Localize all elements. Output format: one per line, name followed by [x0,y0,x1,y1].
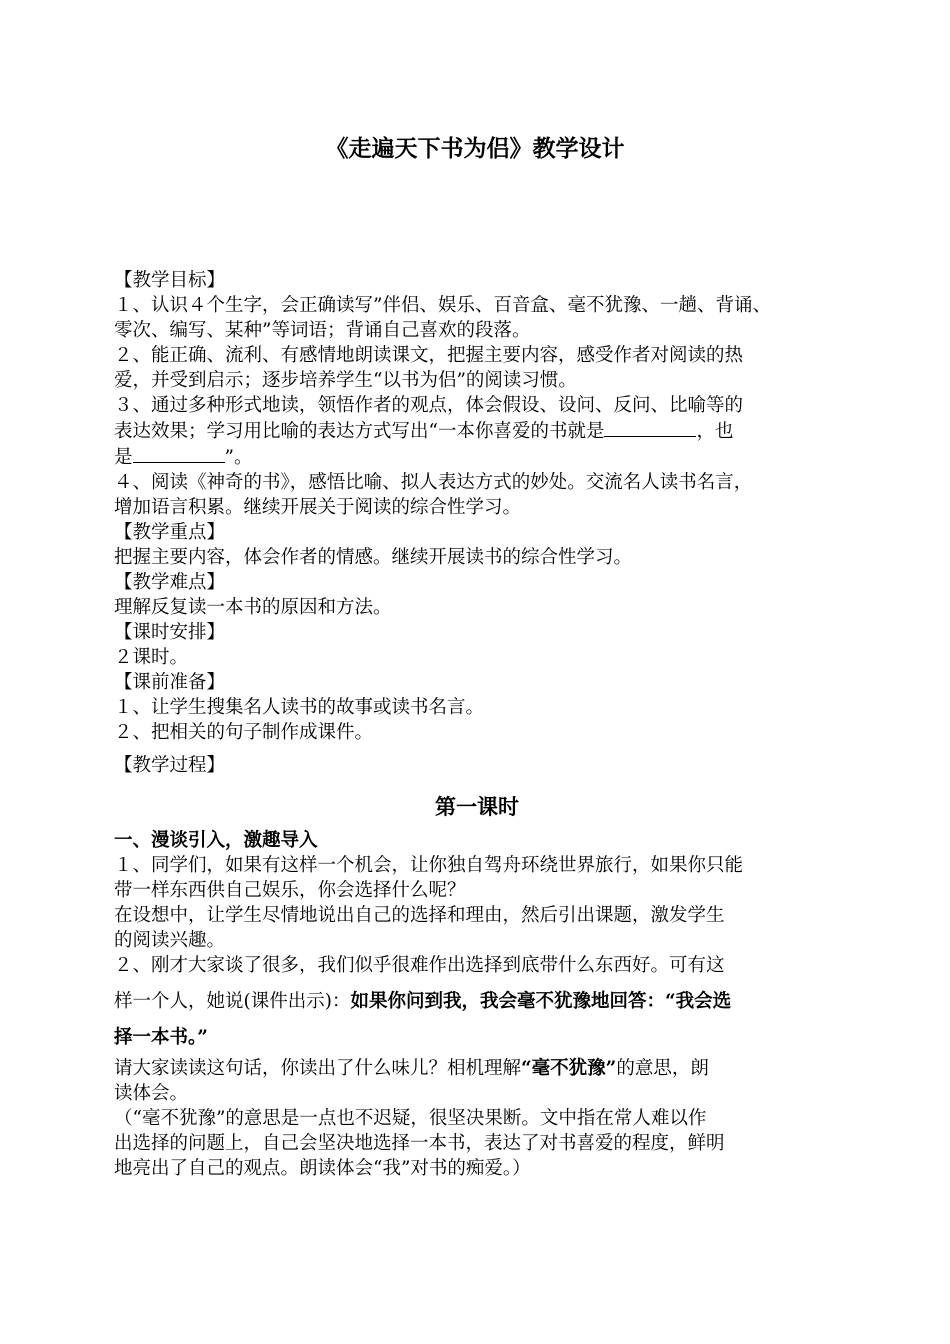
objectives-line: 爱，并受到启示；逐步培养学生“以书为侣”的阅读习惯。 [114,370,577,391]
objectives-line: ２、能正确、流利、有感情地朗读课文，把握主要内容，感受作者对阅读的热 [114,345,744,366]
lesson-paragraph-line: （“毫不犹豫”的意思是一点也不迟疑，很坚决果断。文中指在常人难以作 [114,1108,707,1129]
objectives-line6-prefix: 表达效果；学习用比喻的表达方式写出“一本你喜爱的书就是 [114,421,605,442]
objectives-line: １、认识４个生字，会正确读写”伴侣、娱乐、百音盒、毫不犹豫、一趟、背诵、 [114,295,771,316]
quote-intro: 样一个人，她说(课件出示)： [114,991,351,1012]
process-heading: 【教学过程】 [114,755,226,776]
preparation-item: ２、把相关的句子制作成课件。 [114,722,374,743]
objectives-line7-suffix: ”。 [224,447,253,468]
quote-bold-end: 择一本书。” [114,1027,208,1048]
lesson-paragraph-line [114,984,840,1020]
lesson-paragraph-line [114,1056,840,1081]
reading-prompt: 请大家读读这句话，你读出了什么味儿？相机理解 [114,1058,522,1079]
key-points-heading: 【教学重点】 [114,522,226,543]
objectives-line: ３、通过多种形式地读，领悟作者的观点，体会假设、设问、反问、比喻等的 [114,395,744,416]
lesson-paragraph-line: 在设想中，让学生尽情地说出自己的选择和理由，然后引出课题，激发学生 [114,905,725,926]
objectives-line: 零次、编写、某种”等词语；背诵自己喜欢的段落。 [114,320,531,341]
difficulties-heading: 【教学难点】 [114,572,226,593]
objectives-line6-suffix: ，也 [696,421,734,442]
lesson-paragraph-line: 读体会。 [114,1083,189,1104]
preparation-heading: 【课前准备】 [114,672,226,693]
lesson-paragraph-line: 的阅读兴趣。 [114,930,226,951]
lesson-paragraph-line: １、同学们，如果有这样一个机会，让你独自驾舟环绕世界旅行，如果你只能 [114,855,744,876]
document-body [114,268,840,1181]
objectives-line-blank [114,444,840,470]
reading-prompt-tail: 的意思，朗 [616,1058,709,1079]
lesson-paragraph-line: 带一样东西供自己娱乐，你会选择什么呢？ [114,880,466,901]
objectives-line: 增加语言积累。继续开展关于阅读的综合性学习。 [114,497,522,518]
key-phrase: “毫不犹豫” [521,1058,617,1079]
preparation-item: １、让学生搜集名人读书的故事或读书名言。 [114,697,485,718]
schedule-text: ２课时。 [114,647,189,668]
lesson-one-title: 第一课时 [435,794,519,819]
section-one-heading: 一、漫谈引入，激趣导入 [114,830,318,851]
objectives-line7-prefix: 是 [114,447,133,468]
key-points-text: 把握主要内容，体会作者的情感。继续开展读书的综合性学习。 [114,547,633,568]
lesson-paragraph-line: 地亮出了自己的观点。朗读体会“我”对书的痴爱。） [114,1158,531,1179]
lesson-paragraph-line: ２、刚才大家谈了很多，我们似乎很难作出选择到底带什么东西好。可有这 [114,955,725,976]
document-title: 《走遍天下书为侣》教学设计 [325,135,625,162]
lesson-paragraph-line: 出选择的问题上，自己会坚决地选择一本书，表达了对书喜爱的程度，鲜明 [114,1133,725,1154]
fill-blank [133,444,225,463]
objectives-line-blank [114,418,840,444]
quote-bold: 如果你问到我，我会毫不犹豫地回答：“我会选 [350,991,732,1012]
fill-blank [604,418,696,437]
schedule-heading: 【课时安排】 [114,622,226,643]
difficulties-text: 理解反复读一本书的原因和方法。 [114,597,392,618]
spacer [114,745,840,753]
objectives-heading: 【教学目标】 [114,270,226,291]
objectives-line: ４、阅读《神奇的书》，感悟比喻、拟人表达方式的妙处。交流名人读书名言， [114,472,753,493]
